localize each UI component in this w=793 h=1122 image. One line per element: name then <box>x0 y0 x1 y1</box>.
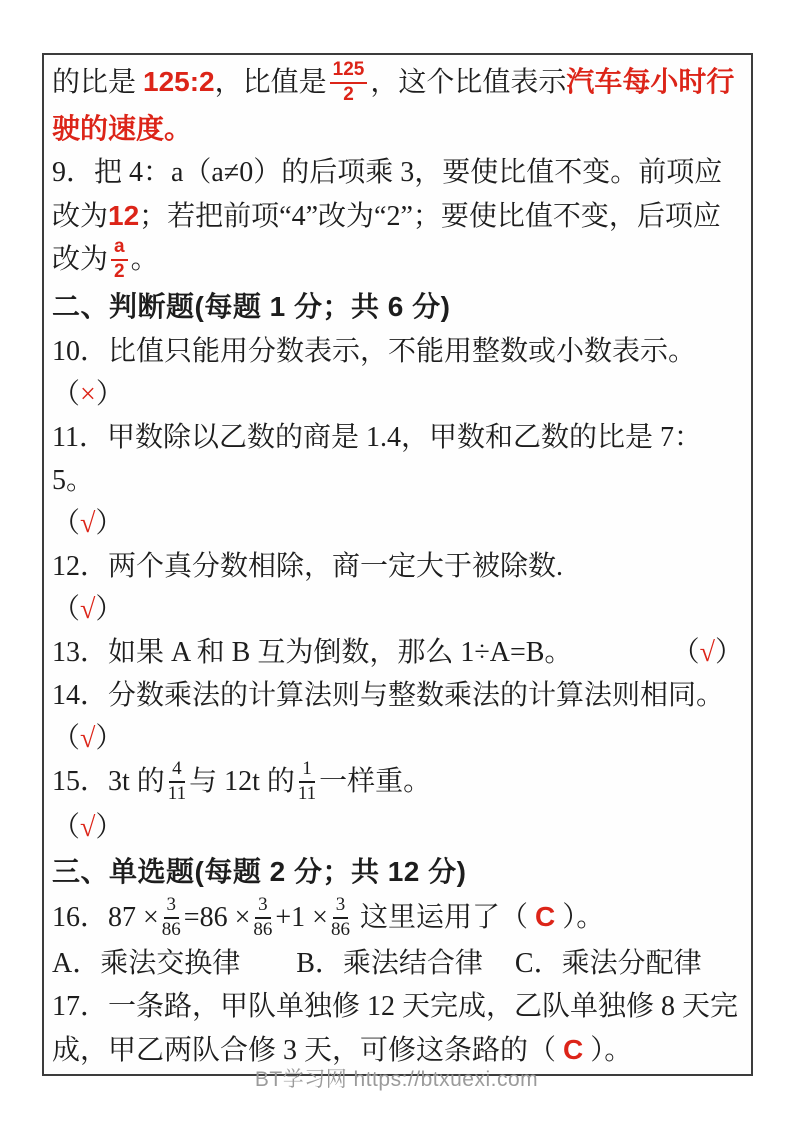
question-text: +1 × <box>275 902 328 934</box>
question-11-answer <box>52 502 743 545</box>
question-10-answer <box>52 373 743 416</box>
question-11: 11．甲数除以乙数的商是 1.4，甲数和乙数的比是 7：5。 <box>52 422 702 497</box>
option-b: B．乘法结合律 <box>296 948 483 980</box>
check-mark: √ <box>80 508 96 540</box>
question-8-continuation <box>52 60 743 151</box>
question-9 <box>52 151 743 284</box>
question-text: 一样重。 <box>319 766 432 798</box>
paren-close: ） <box>714 637 743 669</box>
paren-close: ） <box>95 723 124 755</box>
paren-close: ） <box>95 594 124 626</box>
question-16 <box>52 895 743 942</box>
check-mark: √ <box>80 812 96 844</box>
question-text: ）。 <box>583 1035 633 1067</box>
question-text: 16．87 × <box>52 902 159 934</box>
paren-open: （ <box>671 637 700 669</box>
option-a: A．乘法交换律 <box>52 948 241 980</box>
answer-number: 12 <box>108 200 140 232</box>
question-15 <box>52 760 743 806</box>
question-text: 9．把 4：a（a≠0）的后项乘 3，要使比值不变。前项应改为 <box>52 157 723 233</box>
paren-open: （ <box>52 594 81 626</box>
paren-open: （ <box>52 723 81 755</box>
question-14-answer <box>52 717 743 760</box>
question-12-answer <box>52 588 743 631</box>
question-14: 14．分数乘法的计算法则与整数乘法的计算法则相同。 <box>52 680 725 712</box>
question-text: 15．3t 的 <box>52 766 165 798</box>
question-text: 17．一条路，甲队单独修 12 天完成，乙队单独修 8 天完成，甲乙两队合修 3 天，可修这条路的（ <box>52 991 739 1067</box>
paren-open: （ <box>52 379 81 411</box>
cross-mark: × <box>80 379 96 411</box>
section-judge-heading: 二、判断题(每题 1 分；共 6 分) <box>52 291 451 323</box>
fraction-3-over-86: $\frac{3}{86}$ <box>161 894 181 940</box>
answer-fraction-125-over-2: $\frac{125}{2}$ <box>330 60 368 105</box>
exam-border-box <box>42 53 753 1076</box>
check-mark: √ <box>80 594 96 626</box>
check-mark: √ <box>80 723 96 755</box>
paren-open: （ <box>52 508 81 540</box>
fraction-3-over-86: $\frac{3}{86}$ <box>330 894 350 940</box>
question-text: 的比是 <box>52 67 144 98</box>
question-16-options <box>52 942 743 985</box>
question-12: 12．两个真分数相除，商一定大于被除数. <box>52 551 564 583</box>
answer-fraction-a-over-2: $\frac{a}{2}$ <box>111 237 128 282</box>
section-choice-heading: 三、单选题(每题 2 分；共 12 分) <box>52 856 467 888</box>
check-mark: √ <box>699 637 715 669</box>
fraction-1-over-11: $\frac{1}{11}$ <box>297 758 317 804</box>
question-10: 10．比值只能用分数表示，不能用整数或小数表示。 <box>52 336 697 368</box>
question-text: 与 12t 的 <box>189 766 295 798</box>
question-text: ；若把前项“4”改为“2”；要使比值不变，后项应改为 <box>52 201 721 276</box>
question-text: =86 × <box>183 902 251 934</box>
question-13 <box>52 631 743 674</box>
question-text: 这里运用了（ <box>352 902 535 934</box>
option-c: C．乘法分配律 <box>514 948 702 980</box>
answer-letter: C <box>535 901 556 933</box>
question-text: ）。 <box>555 902 605 934</box>
watermark: BT学习网 https://btxuexi.com <box>254 1068 539 1091</box>
question-text: ，这个比值表示 <box>370 67 567 98</box>
answer-text: 汽车每小时行驶的速度。 <box>52 66 735 145</box>
question-15-answer <box>52 806 743 849</box>
fraction-4-over-11: $\frac{4}{11}$ <box>167 758 187 804</box>
question-text: 13．如果 A 和 B 互为倒数，那么 1÷A=B。 <box>52 637 573 669</box>
paren-close: ） <box>95 508 124 540</box>
fraction-3-over-86: $\frac{3}{86}$ <box>253 894 273 940</box>
answer-letter: C <box>563 1034 584 1066</box>
answer-ratio: 125:2 <box>143 66 215 97</box>
question-text: 。 <box>130 244 159 276</box>
question-text: ，比值是 <box>214 67 327 98</box>
question-17 <box>52 985 743 1072</box>
paren-close: ） <box>95 812 124 844</box>
paren-close: ） <box>95 379 124 411</box>
question-13-answer <box>672 631 743 674</box>
paren-open: （ <box>52 812 81 844</box>
